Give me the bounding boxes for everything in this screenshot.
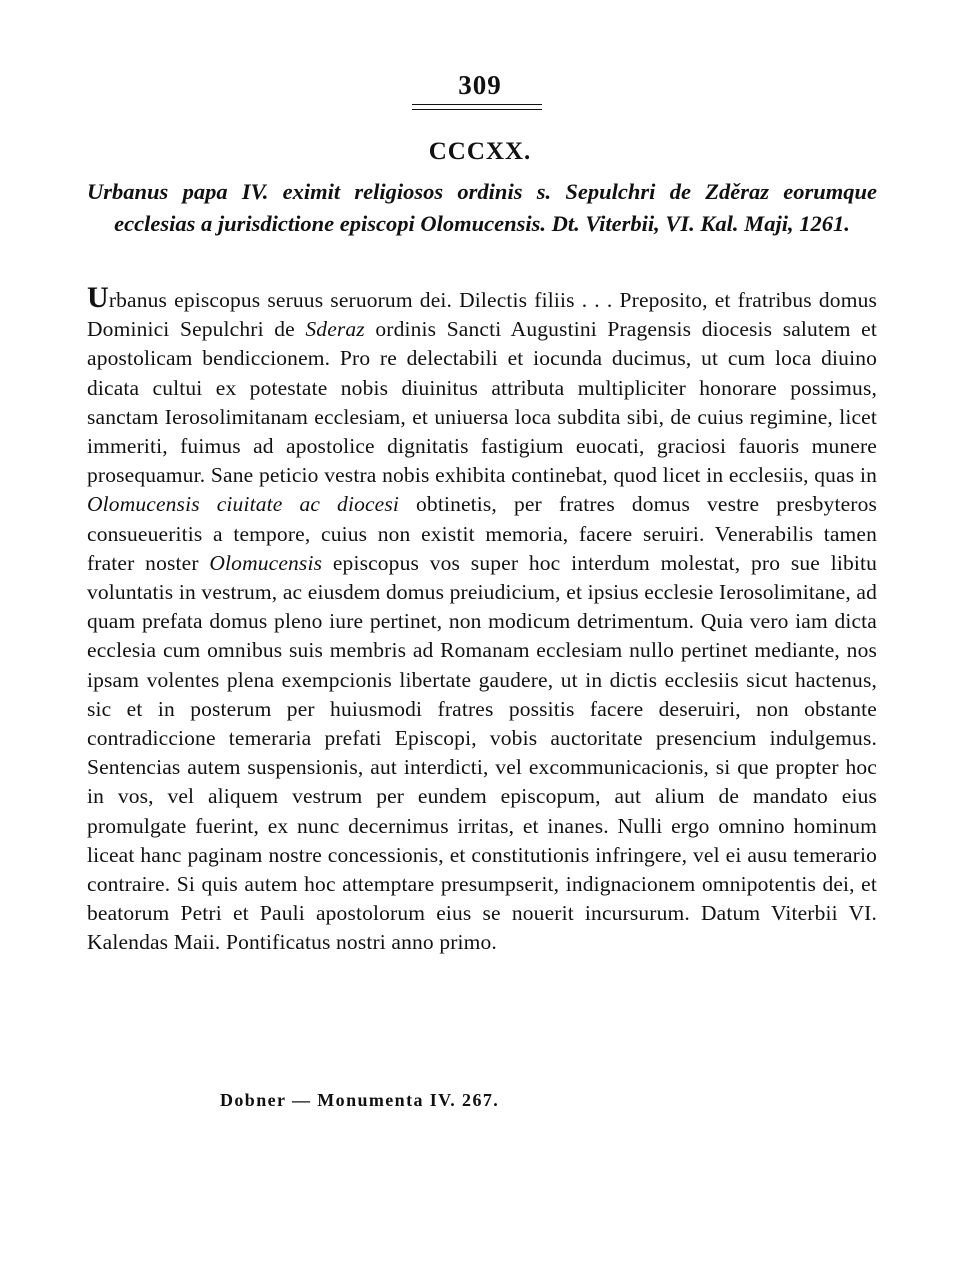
document-body: [87, 283, 877, 958]
page-number: 309: [458, 70, 502, 100]
body-segment: obtinetis, per fratres domus vestre presbyteros consueueritis a tempore, cuius non existit memoria, facere seruiri. Venerabilis tamen frater noster: [87, 492, 877, 575]
header-rule-bottom: [412, 109, 542, 110]
drop-cap: U: [87, 281, 109, 314]
body-segment-italic: Sderaz: [305, 317, 365, 342]
header-rule-top: [412, 104, 542, 105]
document-number: CCCXX.: [428, 138, 532, 165]
document-summary: Urbanus papa IV. eximit religiosos ordinis s. Sepulchri de Zděraz eorumque ecclesias a jurisdictione episcopi Olomucensis. Dt. Viterbii, VI. Kal. Maji, 1261.: [87, 179, 877, 236]
body-segment-italic: Olomucensis ciuitate ac diocesi: [87, 492, 399, 517]
body-segment: ordinis Sancti Augustini Pragensis diocesis salutem et apostolicam bendiccionem. Pro re delectabili et iocunda ducimus, ut cum loca diuino dicata cultui ex potestate nobis diuinitus attributa multipliciter honorare possimus, sanctam Ierosolimitanam ecclesiam, et uniuersa loca subdita sibi, de cuius regimine, licet immeriti, fuimus ad apostolice dignitatis fastigium euocati, graciosi fauoris munere prosequamur. Sane peticio vestra nobis exhibita continebat, quod licet in ecclesiis, quas in: [87, 317, 877, 488]
body-segment: episcopus vos super hoc interdum molestat, pro sue libitu voluntatis in vestrum, ac eiusdem domus preiudicium, et ipsius ecclesie Ierosolimitane, ad quam prefata domus pleno iure pertinet, non modicum detrimentum. Quia vero iam dicta ecclesia cum omnibus suis membris ad Romanam ecclesiam nullo pertinet mediante, nos ipsam volentes plena exempcionis libertate gaudere, ut in dictis ecclesiis sicut hactenus, sic et in posterum per huiusmodi fratres possitis facere deseruiri, non obstante contradiccione temeraria prefati Episcopi, vobis auctoritate presencium indulgemus. Sentencias autem suspensionis, aut interdicti, vel excommunicacionis, si que propter hoc in vos, vel aliquem vestrum per eundem episcopum, aut alium de mandato eius promulgate fuerint, ex nunc decernimus irritas, et inanes. Nulli ergo omnino hominum liceat hanc paginam nostre concessionis, et constitutionis infringere, vel ei ausu temerario contraire. Si quis autem hoc attemptare presumpserit, indignacionem omnipotentis dei, et beatorum Petri et Pauli apostolorum eius se nouerit incursurum. Datum Viterbii VI. Kalendas Maii. Pontificatus nostri anno primo.: [87, 550, 877, 955]
source-citation: Dobner — Monumenta IV. 267.: [220, 1090, 500, 1110]
body-segment: rbanus episcopus seruus seruorum dei. Dilectis filiis . . . Preposito, et fratribus domus Dominici Sepulchri de: [87, 288, 877, 342]
body-segment-italic: Olomucensis: [209, 550, 323, 575]
